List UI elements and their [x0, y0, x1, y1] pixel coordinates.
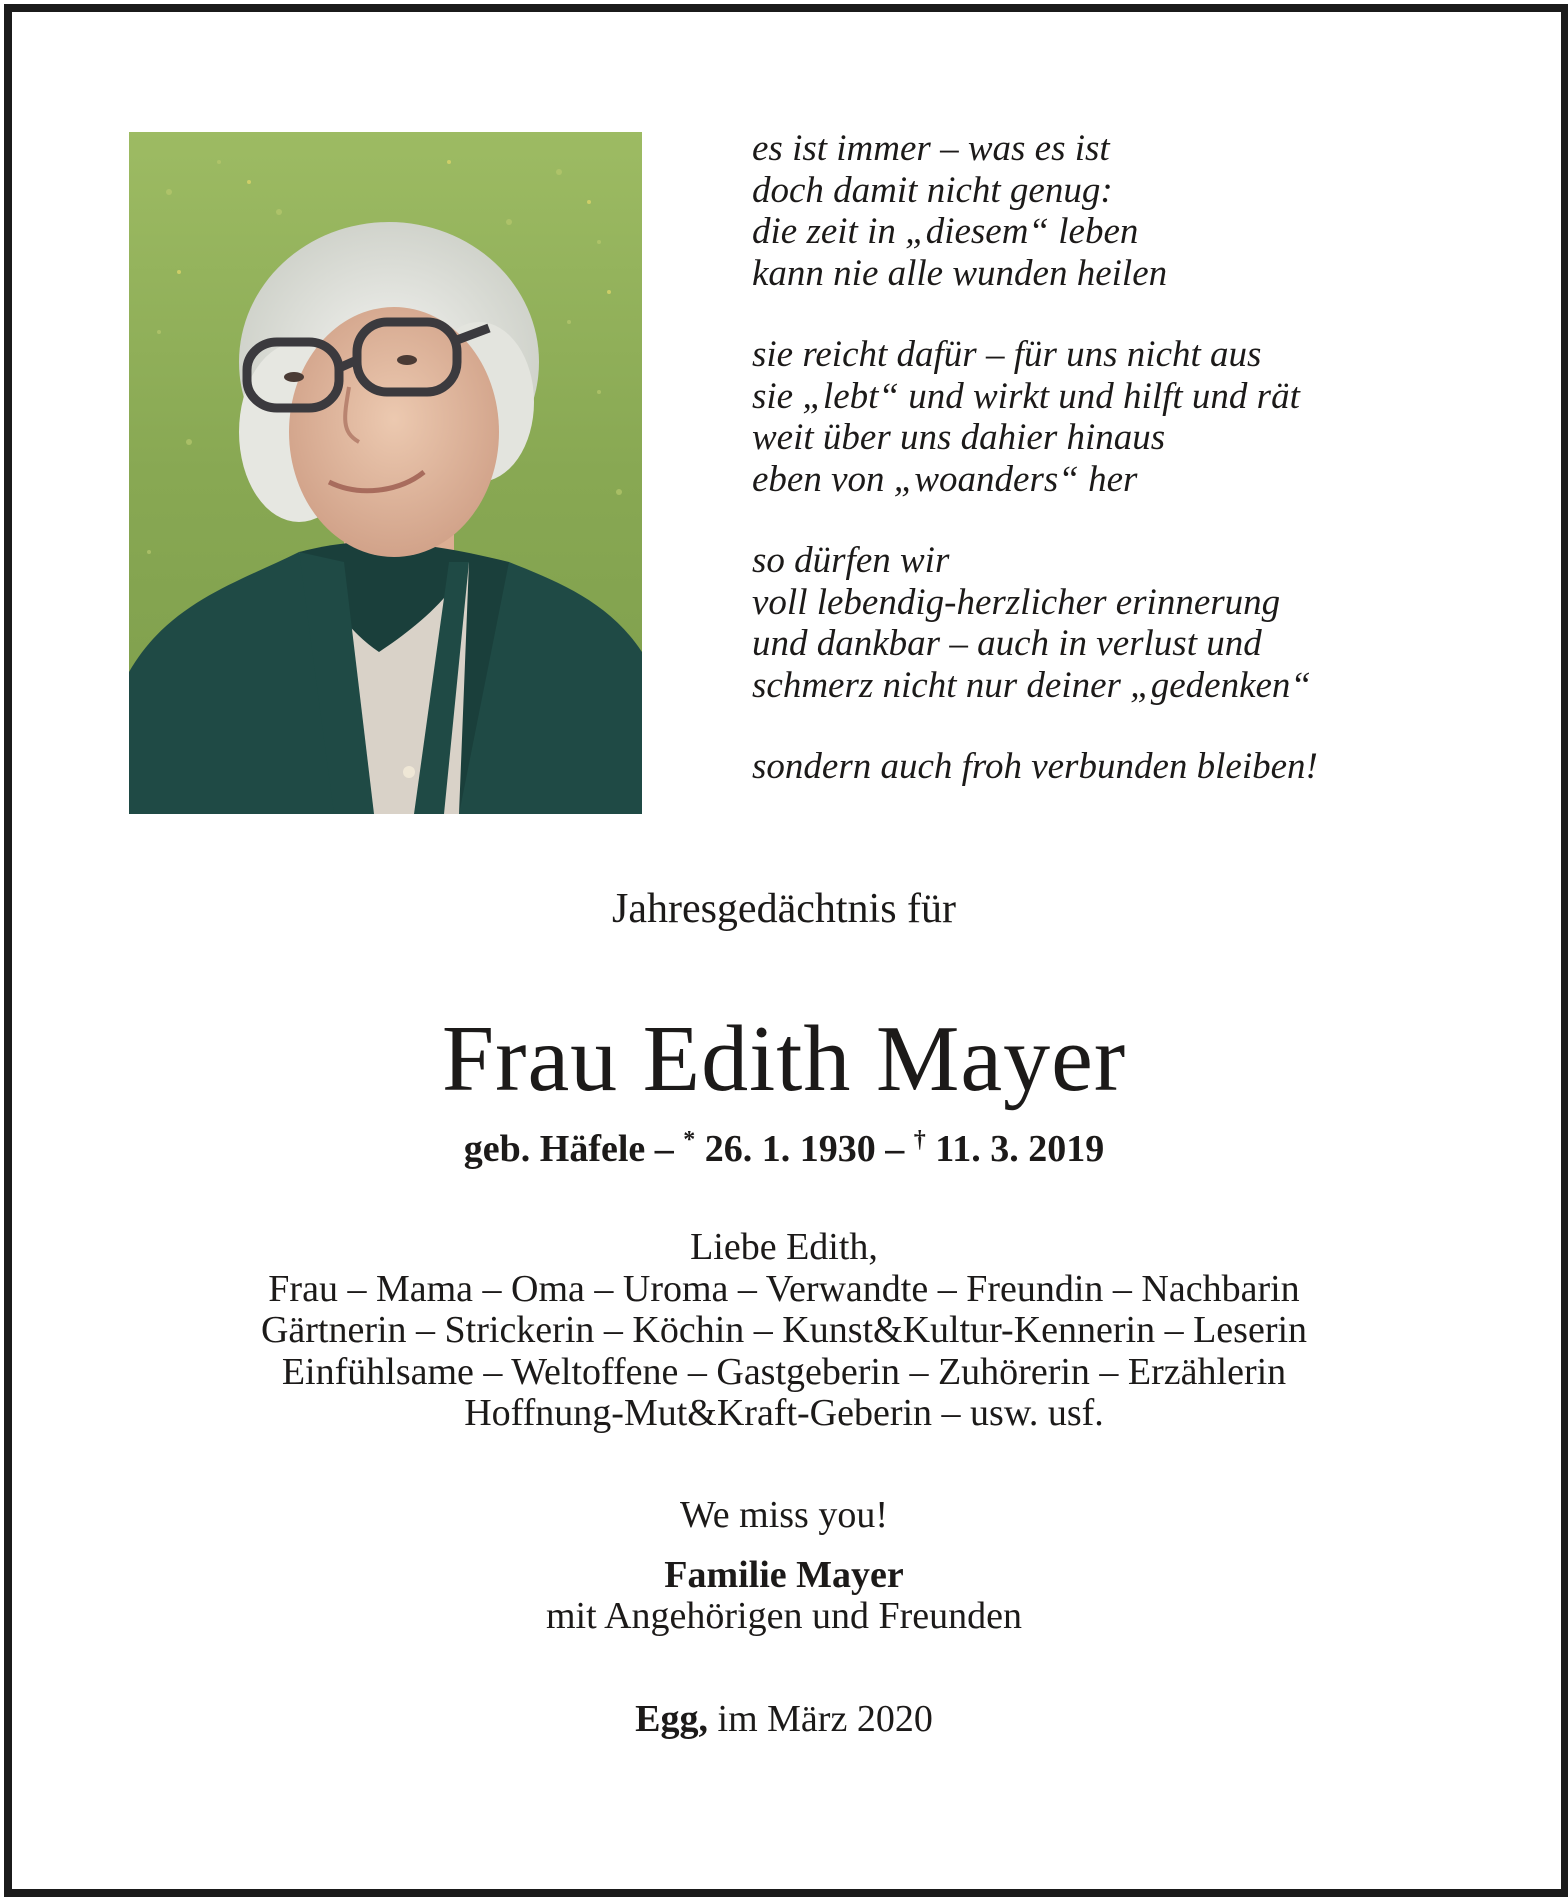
poem-line: und dankbar – auch in verlust und — [752, 623, 1262, 664]
birth-symbol: * — [683, 1127, 696, 1153]
roles-tribute — [0, 1227, 1568, 1435]
poem-line: sie „lebt“ und wirkt und hilft und rät — [752, 375, 1300, 417]
poem-line: voll lebendig-herzlicher erinnerung — [752, 581, 1281, 623]
roles-line: Frau – Mama – Oma – Uroma – Verwandte – Freundin – Nachbarin — [268, 1267, 1300, 1310]
place: Egg, — [635, 1698, 709, 1740]
poem-stanza — [752, 334, 1392, 500]
closing — [0, 1495, 1568, 1638]
notice-intro: Jahresgedächtnis für — [611, 886, 957, 932]
poem-stanza — [752, 540, 1392, 706]
poem-line: kann nie alle wunden heilen — [752, 252, 1168, 294]
roles-line: Einfühlsame – Weltoffene – Gastgeberin – Zuhörerin – Erzählerin — [281, 1350, 1287, 1393]
poem-stanza — [752, 128, 1392, 294]
birth-date: 26. 1. 1930 – — [704, 1128, 905, 1170]
roles-line: Hoffnung-Mut&Kraft-Geberin – usw. usf. — [464, 1392, 1104, 1434]
family-signature: Familie Mayer — [664, 1553, 904, 1596]
closing-miss: We miss you! — [679, 1494, 889, 1536]
roles-line: Gärtnerin – Strickerin – Köchin – Kunst&Kultur-Kennerin – Leserin — [260, 1309, 1308, 1351]
portrait-photo — [129, 132, 642, 814]
poem — [752, 128, 1392, 788]
poem-line: es ist immer – was es ist — [752, 128, 1110, 169]
poem-line: schmerz nicht nur deiner „gedenken“ — [752, 664, 1312, 706]
notice-date: im März 2020 — [717, 1698, 933, 1740]
place-date — [0, 1695, 1568, 1743]
poem-line: weit über uns dahier hinaus — [752, 417, 1166, 458]
poem-line: die zeit in „diesem“ leben — [752, 211, 1139, 252]
death-date: 11. 3. 2019 — [935, 1128, 1105, 1170]
poem-line: doch damit nicht genug: — [752, 169, 1113, 211]
poem-stanza — [752, 746, 1392, 788]
poem-line: so dürfen wir — [752, 540, 950, 581]
poem-line: eben von „woanders“ her — [752, 458, 1138, 500]
portrait-image — [129, 132, 642, 814]
poem-line: sondern auch froh verbunden bleiben! — [752, 746, 1318, 787]
death-symbol: † — [913, 1127, 926, 1153]
relatives-line: mit Angehörigen und Freunden — [546, 1595, 1022, 1637]
poem-line: sie reicht dafür – für uns nicht aus — [752, 334, 1262, 375]
salutation: Liebe Edith, — [690, 1226, 878, 1268]
birth-name: geb. Häfele – — [463, 1128, 674, 1170]
deceased-name: Frau Edith Mayer — [441, 1007, 1127, 1111]
birth-death-line — [0, 1124, 1568, 1174]
